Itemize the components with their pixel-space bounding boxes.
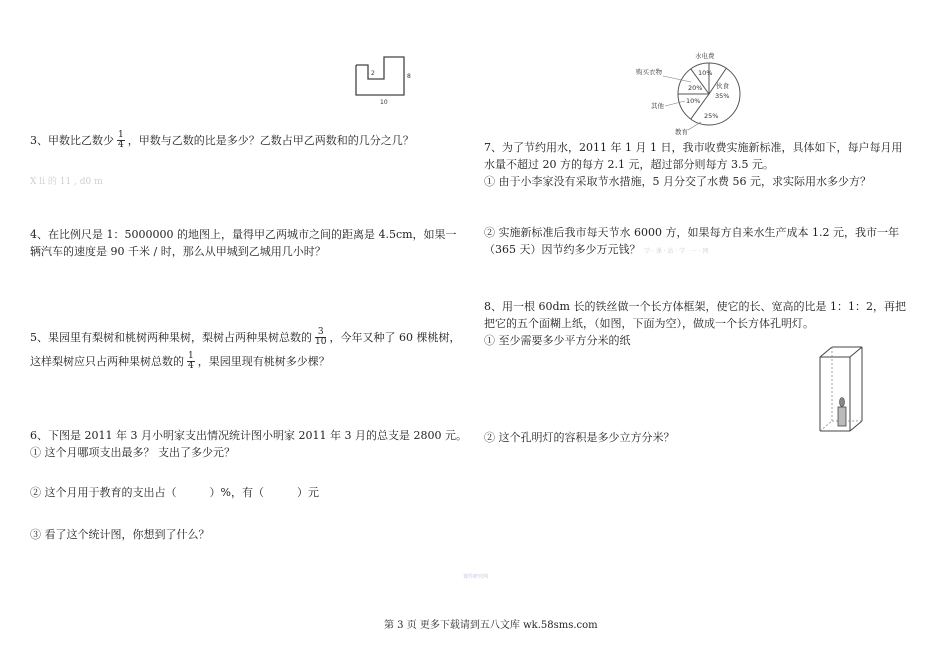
question-7: [484, 139, 902, 190]
candle-flame: [840, 398, 845, 407]
q3-watermark: X li 的 11 , d0 m: [30, 177, 103, 187]
page-footer: 第 3 页 更多下载请到五八文库 wk.58sms.com: [384, 620, 598, 631]
shape-label-10: 10: [380, 99, 388, 106]
pie-percent-food: 35%: [715, 92, 730, 100]
q7-sub-2: ② 实施新标准后我市每天节水 6000 方，如果每方自来水生产成本 1.2 元，我市一年 （365 天）因节约多少万元钱？ 学 · 课 · 站 · 学 · 一 · 网: [484, 226, 899, 257]
q7-line-1: 7、为了节约用水，2011 年 1 月 1 日，我市收费实施新标准，具体如下，每户每月用: [484, 141, 903, 154]
q5-line-1: 5、果园里有梨树和桃树两种果树，梨树占两种果树总数的 $\frac{3}{10}$ ，今年又种了 60 棵桃树，: [30, 327, 461, 348]
question-5: [30, 328, 460, 372]
pie-label-other: 其他: [651, 102, 664, 110]
question-4: [30, 226, 457, 260]
pie-percent-water: 10%: [698, 69, 713, 77]
candle: [838, 407, 846, 426]
q5-fraction-1: $\frac{3}{10}$: [315, 327, 327, 348]
pie-label-food: 伙食: [716, 82, 729, 90]
q4-line-1: 4、在比例尺是 1：5000000 的地图上，量得甲乙两城市之间的距离是 4.5cm，如果一: [30, 228, 457, 241]
q3-text-after: ，甲数与乙数的比是多少？乙数占甲乙两数和的几分之几？: [127, 133, 414, 147]
q8-line-1: 8、用一根 60dm 长的铁丝做一个长方体框架，使它的长、宽高的比是 1：1：2，再把: [484, 300, 906, 313]
pie-percent-education: 25%: [704, 112, 719, 120]
composite-shape-outline: [356, 57, 404, 95]
pie-label-water: 水电费: [695, 52, 715, 60]
q3-text-before: 3、甲数比乙数少: [30, 133, 114, 147]
q5-line-2: 这样梨树应只占两种果树总数的 $\frac{1}{4}$ ，果园里现有桃树多少棵？: [30, 350, 330, 372]
question-3: [30, 131, 414, 151]
shape-label-2: 2: [371, 70, 375, 77]
q6-sub-1: ① 这个月哪项支出最多？ 支出了多少元？: [30, 446, 235, 460]
q4-line-2: 辆汽车的速度是 90 千米 / 时，那么从甲城到乙城用几小时？: [30, 245, 326, 259]
pie-label-clothes: 购买衣物: [636, 68, 662, 76]
q8-line-2: 把它的五个面糊上纸，（如图，下面为空），做成一个长方体孔明灯。: [484, 317, 814, 331]
question-8: [484, 298, 906, 349]
shape-label-8: 8: [407, 73, 411, 80]
q6-sub-2: ② 这个月用于教育的支出占（ ）%，有（ ）元: [30, 486, 319, 499]
q7-watermark: 学 · 课 · 站 · 学 · 一 · 网: [644, 248, 709, 256]
pie-percent-clothes: 20%: [688, 84, 703, 92]
q6-sub-3: ③ 看了这个统计图，你想到了什么？: [30, 528, 210, 541]
lantern-cuboid-figure: [815, 343, 871, 435]
q7-line-2: 水量不超过 20 方的每方 2.1 元，超过部分则每方 3.5 元。: [484, 158, 774, 172]
pie-label-education: 教育: [675, 128, 688, 136]
center-watermark: 课件研究网: [463, 574, 489, 580]
pie-percent-other: 10%: [686, 97, 701, 105]
q5-fraction-2: $\frac{1}{4}$: [188, 350, 194, 372]
expense-pie-figure: [633, 46, 753, 136]
q6-line-1: 6、下图是 2011 年 3 月小明家支出情况统计图小明家 2011 年 3 月的总支是 2800 元。: [30, 429, 467, 442]
question-6: [30, 427, 467, 461]
q3-fraction: $\frac{1}{4}$: [118, 130, 124, 151]
q7-sub-1: ① 由于小李家没有采取节水措施，5 月分交了水费 56 元，求实际用水多少方？: [484, 175, 871, 189]
q8-sub-2: ② 这个孔明灯的容积是多少立方分米？: [484, 431, 675, 444]
composite-shape-figure: [350, 52, 430, 108]
q8-sub-1: ① 至少需要多少平方分米的纸: [484, 334, 631, 348]
